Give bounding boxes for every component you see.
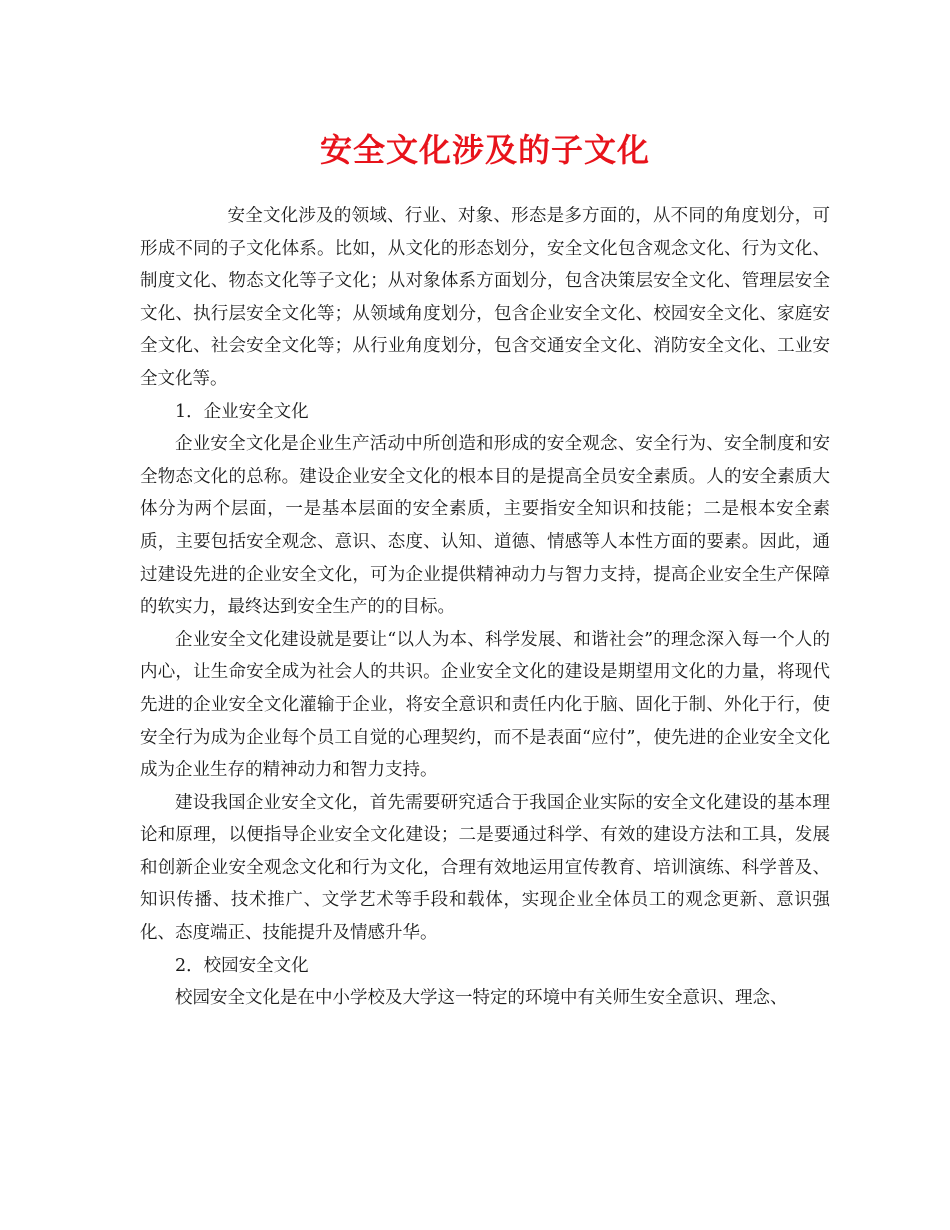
document-page: [140, 0, 830, 1015]
body-paragraph: 企业安全文化是企业生产活动中所创造和形成的安全观念、安全行为、安全制度和安全物态文化的总称。建设企业安全文化的根本目的是提高全员安全素质。人的安全素质大体分为两个层面，一是基本层面的安全素质，主要指安全知识和技能；二是根本安全素质，主要包括安全观念、意识、态度、认知、道德、情感等人本性方面的要素。因此，通过建设先进的企业安全文化，可为企业提供精神动力与智力支持，提高企业安全生产保障的软实力，最终达到安全生产的的目标。: [140, 434, 830, 618]
intro-paragraph: 安全文化涉及的领域、行业、对象、形态是多方面的，从不同的角度划分，可形成不同的子文化体系。比如，从文化的形态划分，安全文化包含观念文化、行为文化、制度文化、物态文化等子文化；从对象体系方面划分，包含决策层安全文化、管理层安全文化、执行层安全文化等；从领域角度划分，包含企业安全文化、校园安全文化、家庭安全文化、社会安全文化等；从行业角度划分，包含交通安全文化、消防安全文化、工业安全文化等。: [140, 206, 830, 389]
body-paragraph: 建设我国企业安全文化，首先需要研究适合于我国企业实际的安全文化建设的基本理论和原理，以便指导企业安全文化建设；二是要通过科学、有效的建设方法和工具，发展和创新企业安全观念文化和行为文化，合理有效地运用宣传教育、培训演练、科学普及、知识传播、技术推广、文学艺术等手段和载体，实现企业全体员工的观念更新、意识强化、态度端正、技能提升及情感升华。: [140, 792, 830, 944]
section-heading-enterprise: 1．企业安全文化: [175, 401, 309, 422]
body-paragraph: 校园安全文化是在中小学校及大学这一特定的环境中有关师生安全意识、理念、: [175, 988, 788, 1009]
body-paragraph: 企业安全文化建设就是要让“以人为本、科学发展、和谐社会”的理念深入每一个人的内心，让生命安全成为社会人的共识。企业安全文化的建设是期望用文化的力量，将现代先进的企业安全文化灌输于企业，将安全意识和责任内化于脑、固化于制、外化于行，使安全行为成为企业每个员工自觉的心理契约，而不是表面“应付”，使先进的企业安全文化成为企业生存的精神动力和智力支持。: [140, 629, 830, 781]
document-body: [140, 200, 830, 1015]
document-title: 安全文化涉及的子文化: [319, 131, 650, 169]
section-heading-campus: 2．校园安全文化: [175, 955, 309, 976]
